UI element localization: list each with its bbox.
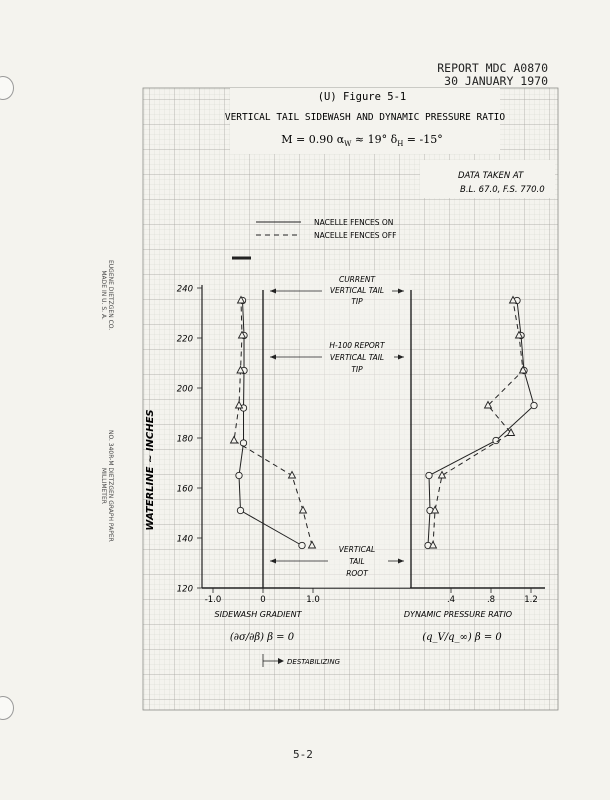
root-line3: ROOT: [346, 569, 368, 578]
data-location-value: B.L. 67.0, F.S. 770.0: [460, 185, 545, 195]
sidewash-fences-on-point: [237, 507, 243, 513]
current-tip-line2: VERTICAL TAIL: [329, 286, 385, 295]
sidewash-xlabel: SIDEWASH GRADIENT: [214, 610, 302, 619]
h100-tip-line2: VERTICAL TAIL: [329, 353, 385, 362]
pressure-xlabel: DYNAMIC PRESSURE RATIO: [403, 610, 513, 619]
figure-title: VERTICAL TAIL SIDEWASH AND DYNAMIC PRESSURE RATIO: [224, 112, 506, 123]
pressure-x-tick-label: .8: [486, 595, 496, 605]
figure-label: (U) Figure 5-1: [317, 91, 407, 103]
report-number: REPORT MDC A0870: [437, 61, 548, 75]
pressure-fences-on-point: [531, 402, 537, 408]
h100-tip-line1: H-100 REPORT: [329, 341, 385, 350]
root-line2: TAIL: [349, 557, 365, 566]
graph-paper-name: NO. 340R-M DIETZGEN GRAPH PAPER: [107, 430, 114, 542]
pressure-formula: (q_V/q_∞) β = 0: [422, 632, 502, 643]
sidewash-x-tick-label: -1.0: [204, 595, 222, 605]
current-tip-line1: CURRENT: [338, 275, 376, 284]
report-date: 30 JANUARY 1970: [444, 74, 548, 88]
waterline-tick-label: 120: [176, 584, 193, 595]
waterline-tick-label: 140: [176, 534, 193, 545]
pressure-fences-on-point: [426, 472, 432, 478]
waterline-tick-label: 180: [176, 434, 193, 445]
sidewash-fences-on-point: [236, 472, 242, 478]
sidewash-x-tick-label: 0: [260, 595, 266, 605]
pressure-x-tick-label: .4: [446, 595, 456, 605]
waterline-tick-label: 220: [176, 334, 193, 345]
sidewash-fences-on-point: [299, 542, 305, 548]
publisher-name: EUGENE DIETZGEN CO.: [107, 260, 114, 331]
sidewash-x-tick-label: 1.0: [306, 595, 320, 605]
publisher-country: MADE IN U. S. A.: [100, 270, 107, 320]
pressure-x-tick-label: 1.2: [524, 595, 538, 605]
current-tip-line3: TIP: [351, 297, 363, 306]
annotation-background: [300, 270, 410, 588]
legend-fences-on: NACELLE FENCES ON: [314, 218, 394, 227]
data-taken-at-label: DATA TAKEN AT: [458, 171, 524, 181]
h100-tip-line3: TIP: [351, 365, 363, 374]
sidewash-fences-on-point: [240, 440, 246, 446]
waterline-tick-label: 160: [176, 484, 193, 495]
waterline-tick-label: 240: [176, 284, 193, 295]
root-line1: VERTICAL: [338, 545, 376, 554]
sidewash-formula: (∂σ/∂β) β = 0: [229, 632, 295, 643]
figure-conditions: M = 0.90 $\alpha_W \approx 19^\circ$ $\delta_H = -15^\circ$: [281, 133, 443, 148]
legend-fences-off: NACELLE FENCES OFF: [314, 231, 397, 240]
graph-paper-unit: MILLIMETER: [100, 467, 107, 504]
page-number: 5-2: [293, 748, 313, 761]
destabilizing-label: DESTABILIZING: [287, 658, 341, 666]
waterline-tick-label: 200: [176, 384, 193, 395]
waterline-axis-label: WATERLINE ~ INCHES: [145, 409, 156, 531]
